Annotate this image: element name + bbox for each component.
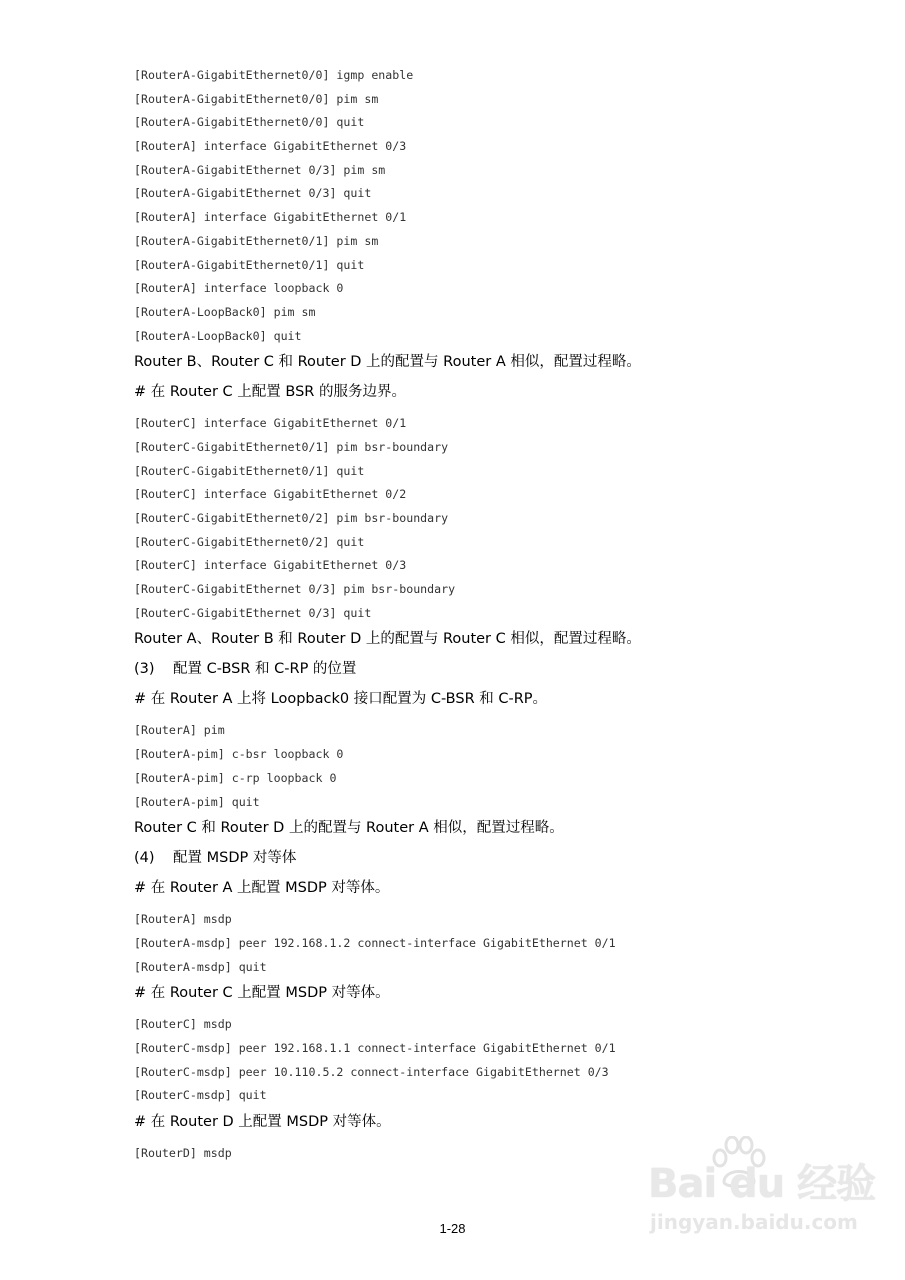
code-line: [RouterA-LoopBack0] quit (134, 328, 302, 343)
code-line: [RouterA-GigabitEthernet 0/3] pim sm (134, 162, 386, 177)
code-line: [RouterA-GigabitEthernet0/0] pim sm (134, 91, 379, 106)
section-title: 配置 MSDP 对等体 (173, 850, 297, 867)
paragraph: Router C 和 Router D 上的配置与 Router A 相似，配置过程略。 (134, 820, 564, 837)
paragraph: Router B、Router C 和 Router D 上的配置与 Router A 相似，配置过程略。 (134, 354, 641, 371)
code-line: [RouterC-msdp] peer 192.168.1.1 connect-interface GigabitEthernet 0/1 (134, 1040, 616, 1055)
watermark-logo: Bai du 经验 (648, 1161, 876, 1207)
code-line: [RouterC-GigabitEthernet 0/3] quit (134, 605, 372, 620)
code-line: [RouterC] interface GigabitEthernet 0/1 (134, 416, 407, 431)
page-number: 1-28 (439, 1221, 466, 1236)
paragraph: # 在 Router C 上配置 BSR 的服务边界。 (134, 384, 406, 401)
code-line: [RouterA-pim] c-bsr loopback 0 (134, 747, 344, 762)
code-line: [RouterA] msdp (134, 912, 232, 927)
code-line: [RouterD] msdp (134, 1146, 232, 1160)
watermark (640, 1138, 880, 1248)
code-line: [RouterA] interface loopback 0 (134, 281, 344, 296)
paragraph: # 在 Router A 上将 Loopback0 接口配置为 C-BSR 和 C-RP。 (134, 691, 548, 708)
code-line: [RouterC-msdp] peer 10.110.5.2 connect-interface GigabitEthernet 0/3 (134, 1064, 609, 1079)
code-line: [RouterC-GigabitEthernet0/2] quit (134, 534, 365, 549)
paragraph: # 在 Router C 上配置 MSDP 对等体。 (134, 985, 390, 1002)
code-line: [RouterA] interface GigabitEthernet 0/1 (134, 210, 407, 225)
code-line: [RouterC-msdp] quit (134, 1088, 267, 1103)
code-line: [RouterA] pim (134, 723, 225, 738)
code-line: [RouterA-pim] c-rp loopback 0 (134, 770, 337, 785)
code-line: [RouterA-msdp] quit (134, 959, 267, 974)
section-heading (134, 659, 834, 679)
watermark-url: jingyan.baidu.com (650, 1210, 858, 1234)
section-number: (4) (134, 850, 155, 867)
code-line: [RouterA-LoopBack0] pim sm (134, 304, 316, 319)
code-line: [RouterC-GigabitEthernet0/1] pim bsr-boundary (134, 439, 449, 454)
section-title: 配置 C-BSR 和 C-RP 的位置 (173, 661, 357, 678)
code-line: [RouterA-GigabitEthernet0/0] quit (134, 115, 365, 130)
code-line: [RouterA-GigabitEthernet0/0] igmp enable (134, 68, 414, 82)
code-line: [RouterA] interface GigabitEthernet 0/3 (134, 139, 407, 154)
code-line: [RouterC] interface GigabitEthernet 0/2 (134, 487, 407, 502)
section-number: (3) (134, 661, 155, 678)
paragraph: # 在 Router D 上配置 MSDP 对等体。 (134, 1114, 391, 1130)
code-line: [RouterC] interface GigabitEthernet 0/3 (134, 558, 407, 573)
code-line: [RouterA-GigabitEthernet0/1] pim sm (134, 233, 379, 248)
code-line: [RouterA-GigabitEthernet 0/3] quit (134, 186, 372, 201)
code-line: [RouterA-pim] quit (134, 794, 260, 809)
code-line: [RouterA-msdp] peer 192.168.1.2 connect-interface GigabitEthernet 0/1 (134, 935, 616, 950)
code-line: [RouterA-GigabitEthernet0/1] quit (134, 257, 365, 272)
paragraph: # 在 Router A 上配置 MSDP 对等体。 (134, 880, 390, 897)
code-line: [RouterC-GigabitEthernet0/2] pim bsr-boundary (134, 511, 449, 525)
code-line: [RouterC-GigabitEthernet0/1] quit (134, 463, 365, 478)
code-line: [RouterC-GigabitEthernet 0/3] pim bsr-boundary (134, 582, 456, 597)
section-heading (134, 848, 834, 868)
paragraph: Router A、Router B 和 Router D 上的配置与 Router C 相似，配置过程略。 (134, 631, 641, 648)
code-line: [RouterC] msdp (134, 1017, 232, 1032)
document-body (134, 64, 834, 1166)
